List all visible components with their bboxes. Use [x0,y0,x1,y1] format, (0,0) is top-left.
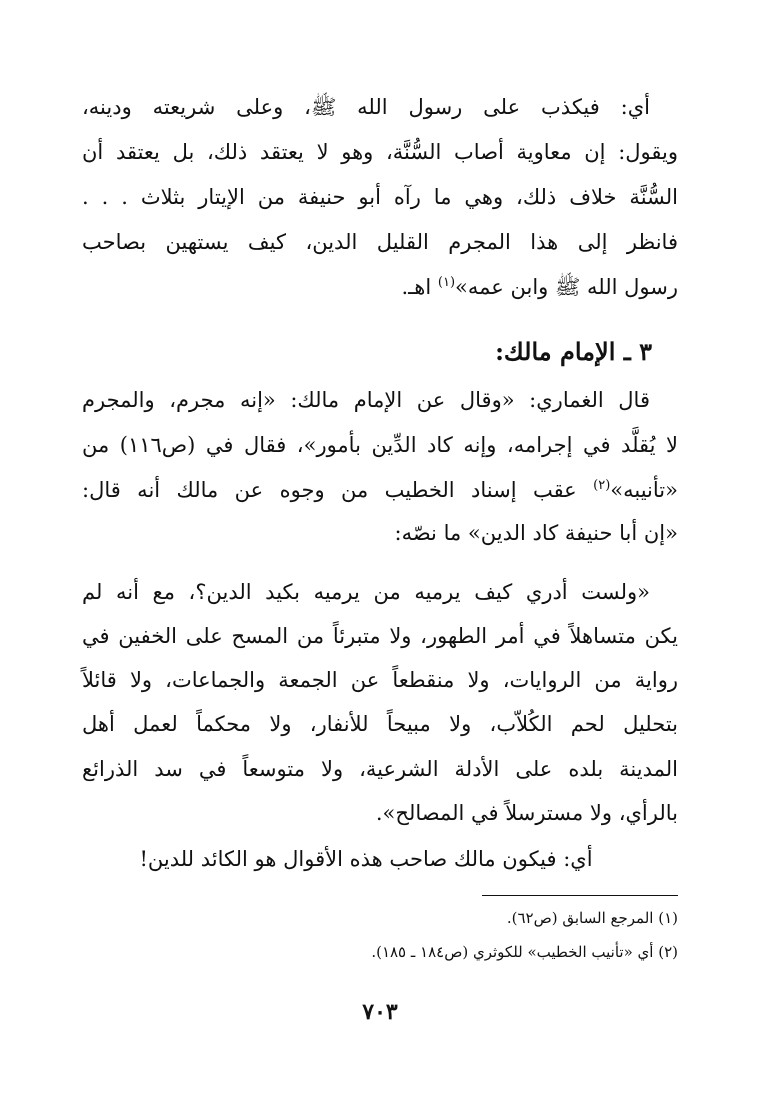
para3-line1: «ولست أدري كيف يرميه من يرميه بكيد الدين؟، مع أنه لم [82,580,650,604]
para2-line1: قال الغماري: «وقال عن الإمام مالك: «إنه مجرم، والمجرم [82,388,650,412]
section-heading: ٣ ـ الإمام مالك: [495,337,652,366]
footnote-separator [482,895,678,896]
para1-line2: ويقول: إن معاوية أصاب السُّنَّة، وهو لا يعتقد ذلك، بل يعتقد أن [82,140,678,164]
para2-line3 [82,475,678,505]
para1-line4: فانظر إلى هذا المجرم القليل الدين، كيف يستهين بصاحب [82,230,678,254]
page-number: ٧٠٣ [362,999,398,1025]
para2-line2: لا يُقلَّد في إجرامه، وإنه كاد الدِّين بأمور»، فقال في (ص١١٦) من [82,433,678,457]
para3-line4: بتحليل لحم الكُلاّب، ولا مبيحاً للأنفار، ولا محكماً لعمل أهل [82,712,678,736]
footnote-2: (٢) أي «تأنيب الخطيب» للكوثري (ص١٨٤ ـ ١٨٥). [371,943,678,961]
para3-line3: رواية من الروايات، ولا منقطعاً عن الجمعة والجماعات، ولا قائلاً [82,668,678,692]
para2-line4: «إن أبا حنيفة كاد الدين» ما نصّه: [394,521,678,545]
para3-line5: المدينة بلده على الأدلة الشرعية، ولا متوسعاً في سد الذرائع [82,757,678,781]
para1-line5-text: رسول الله ﷺ وابن عمه» [455,275,678,299]
para1-line5 [82,272,678,302]
para2-line3-text: «تأنيبه» [610,478,678,502]
para1-line5-end: اهـ. [401,275,438,299]
para3-line2: يكن متساهلاً في أمر الطهور، ولا متبرئاً من المسح على الخفين في [82,624,678,648]
para2-line3-end: عقب إسناد الخطيب من وجوه عن مالك أنه قال: [82,478,594,502]
footnote-ref-1: (١) [437,275,456,290]
para3-line6: بالرأي، ولا مسترسلاً في المصالح». [375,801,678,825]
closing-sentence: أي: فيكون مالك صاحب هذه الأقوال هو الكائد للدين! [139,847,593,871]
footnote-ref-2: (٢) [593,478,611,493]
footnote-1: (١) المرجع السابق (ص٦٢). [506,909,678,927]
para1-line3: السُّنَّة خلاف ذلك، وهي ما رآه أبو حنيفة من الإيتار بثلاث . . . [82,185,678,209]
para1-line1: أي: فيكذب على رسول الله ﷺ، وعلى شريعته ودينه، [82,95,650,119]
